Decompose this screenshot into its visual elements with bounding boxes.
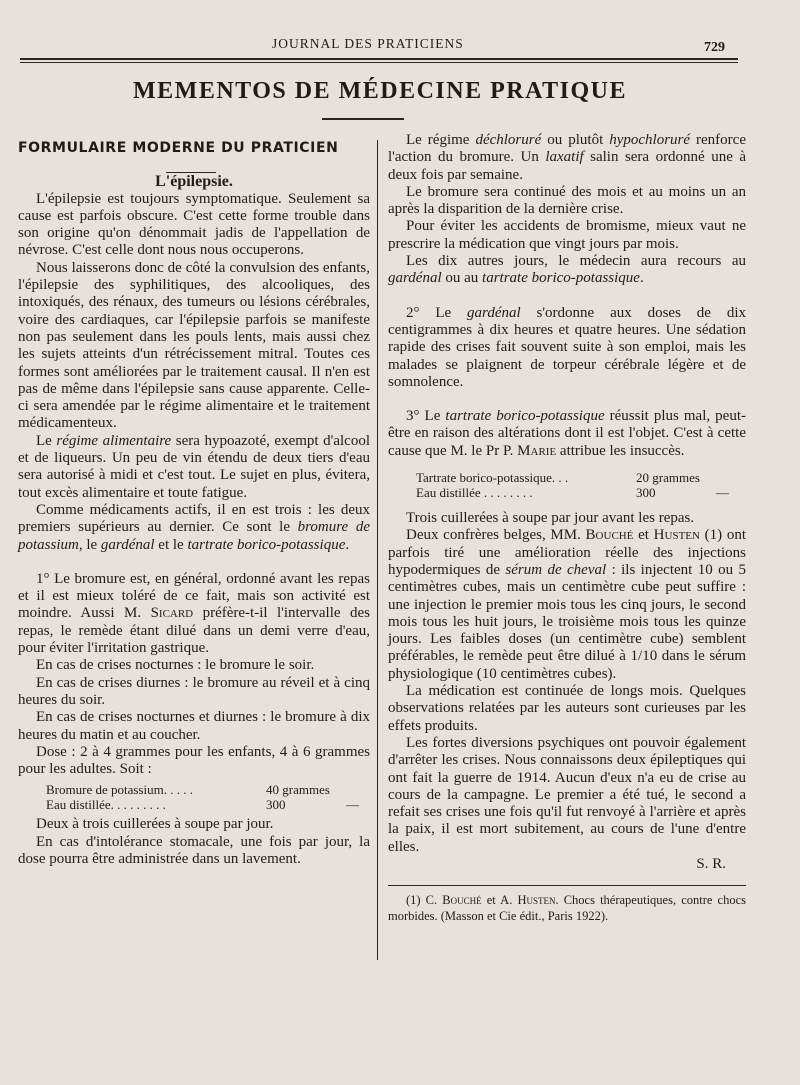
prescription [416,470,746,500]
emphasis: gardénal [467,304,521,321]
page-number: 729 [704,40,725,55]
author-name: Sicard [150,605,194,622]
paragraph: En cas de crises nocturnes : le bromure le soir. [36,657,315,674]
journal-name: JOURNAL DES PRATICIENS [272,36,464,51]
paragraph: En cas de crises nocturnes et diurnes : le bromure à dix heures du matin et au coucher. [18,709,370,743]
prescription-line: Bromure de potassium. . . . . 40 grammes [46,782,330,798]
paragraph: Nous laisserons donc de côté la convulsion des enfants, l'épilepsie des syphilitiques, des alcooliques, des intoxiqués, des rénaux, des tumeurs ou lésions cérébrales, voire des cardiaques, car l'épilepsie parfois se manifeste non pas seulement dans les pouls lents, mais aussi chez les sujets atteints d'un rétrécissement mitral. Toutes ces formes sont améliorées par le traitement causal. Il n'en est pas de même dans l'épilepsie sans cause apparente. Celle-ci sera amendée par le régime alimentaire et le traitement médicamenteux. [18,259,370,432]
author-name: Marie [517,442,557,459]
paragraph: 1° Le bromure est, en général, ordonné avant les repas et il est mieux toléré de ce fait, mais son activité est moindre. Aussi M. Sicard préfère-t-il l'intervalle des repas, le remède étant dilué dans un demi verre d'eau, pour éviter l'irritation gastrique. [18,570,370,657]
emphasis: laxatif [545,149,584,166]
prescription [46,782,370,812]
prescription-line: Eau distillée. . . . . . . . . 300 — [46,797,359,813]
header-rule [20,58,738,60]
header-rule-thin [20,62,738,63]
emphasis: bromure de potassium [18,519,371,553]
paragraph: Dose : 2 à 4 grammes pour les enfants, 4 à 6 grammes pour les adultes. Soit : [18,743,370,778]
paragraph: L'épilepsie est toujours symptomatique. Seulement sa cause est parfois obscure. C'est cette forme trouble dans son origine qu'on dénommait jadis de l'appellation de névrose. C'est celle dont nous nous occuperons. [18,190,370,259]
paragraph: 3° Le tartrate borico-potassique réussit plus mal, peut-être en raison des altérations dont il est l'objet. C'est à cette cause que M. le Pr P. Marie attribue les insuccès. [388,408,746,459]
paragraph: Le bromure sera continué des mois et au moins un an après la disparition de la dernière crise. [388,183,746,218]
paragraph: Trois cuillerées à soupe par jour avant les repas. [406,510,695,527]
paragraph: Le régime déchloruré ou plutôt hypochloruré renforce l'action du bromure. Un laxatif salin sera ordonné une à deux fois par semaine. [388,132,746,183]
footnote: (1) C. Bouché et A. Husten. Chocs thérapeutiques, contre chocs morbides. (Masson et Cie édit., Paris 1922). [388,893,746,924]
paragraph: 2° Le gardénal s'ordonne aux doses de dix centigrammes à dix heures et quatre heures. Une sédation rapide des crises fait souvent suite à son emploi, mais les malades se plaignent de torpeur cérébrale légère et de somnolence. [388,304,746,390]
article-subtitle: L'épilepsie. [155,173,233,191]
emphasis: sérum de cheval [505,561,607,578]
paragraph: Pour éviter les accidents de bromisme, mieux vaut ne prescrire la médication que vingt jours par mois. [388,218,746,252]
signature-line [388,856,746,873]
paragraph: Comme médicaments actifs, il en est trois : les deux premiers supérieurs au dernier. Ce sont le bromure de potassium, le gardénal et le tartrate borico-potassique. [18,501,371,553]
prescription-line: Tartrate borico-potassique. . . 20 grammes [416,470,700,486]
paragraph: La médication est continuée de longs mois. Quelques observations relatées par les auteurs sont curieuses par les effets produits. [388,683,746,734]
column-divider [377,140,378,960]
running-header [0,36,800,56]
paragraph: Le régime alimentaire sera hypoazoté, exempt d'alcool et de liqueurs. Un peu de vin étendu de deux tiers d'eau sera autorisé à midi et c'est tout. Le sujet en plus, évitera, tout excès alimentaire et toute fatigue. [18,432,370,501]
title-rule [322,118,404,120]
emphasis: régime alimentaire [56,432,172,449]
paragraph: Les fortes diversions psychiques ont pouvoir également d'arrêter les crises. Nous connaissons deux épileptiques qui ont fait la guerre de 1914. Aucun d'eux n'a eu de crise au cours de la campagne. Le premier a été tué, le second a refait ses crises une fois qu'il fut renvoyé à l'arrière et après la paix, il est mort subitement, au cours de l'une d'entre elles. [388,734,746,855]
emphasis: tartrate borico-potassique [482,270,640,287]
paragraph: En cas de crises diurnes : le bromure au réveil et à cinq heures du soir. [18,674,370,708]
prescription-line: Eau distillée . . . . . . . . 300 — [416,485,729,501]
paragraph: Les dix autres jours, le médecin aura recours au gardénal ou au tartrate borico-potassique. [388,253,746,287]
emphasis: hypochloruré [609,132,691,148]
author-name: Husten [653,527,700,544]
emphasis: tartrate borico-potassique [187,536,346,553]
signature: S. R. [696,855,726,872]
emphasis: déchloruré [475,132,542,148]
right-column [388,132,746,924]
section-title: FORMULAIRE MODERNE DU PRATICIEN [18,140,339,156]
emphasis: tartrate borico-potassique [445,408,605,425]
author-name: Bouché [585,527,634,544]
page-title: MEMENTOS DE MÉDECINE PRATIQUE [133,78,627,104]
paragraph: Deux à trois cuillerées à soupe par jour. [36,816,274,833]
footnote-rule [388,885,746,886]
emphasis: gardénal [100,536,155,553]
paragraph: Deux confrères belges, MM. Bouché et Husten (1) ont parfois tiré une amélioration réelle des injections hypodermiques de sérum de cheval : ils injectent 10 ou 5 centimètres cubes, mais un centimètre cube peut suffire : une injection le premier mois tous les cinq jours, le second mois tous les huit jours, le troisième mois tous les quinze jours. Les faibles doses (un centimètre cube) semblent préférables, le remède peut être dilué à 1/10 dans le sérum physiologique (10 centimètres cubes). [388,527,746,682]
emphasis: gardénal [388,270,442,287]
left-column [18,140,370,868]
paragraph: En cas d'intolérance stomacale, une fois par jour, la dose pourra être administrée dans un lavement. [18,833,370,867]
